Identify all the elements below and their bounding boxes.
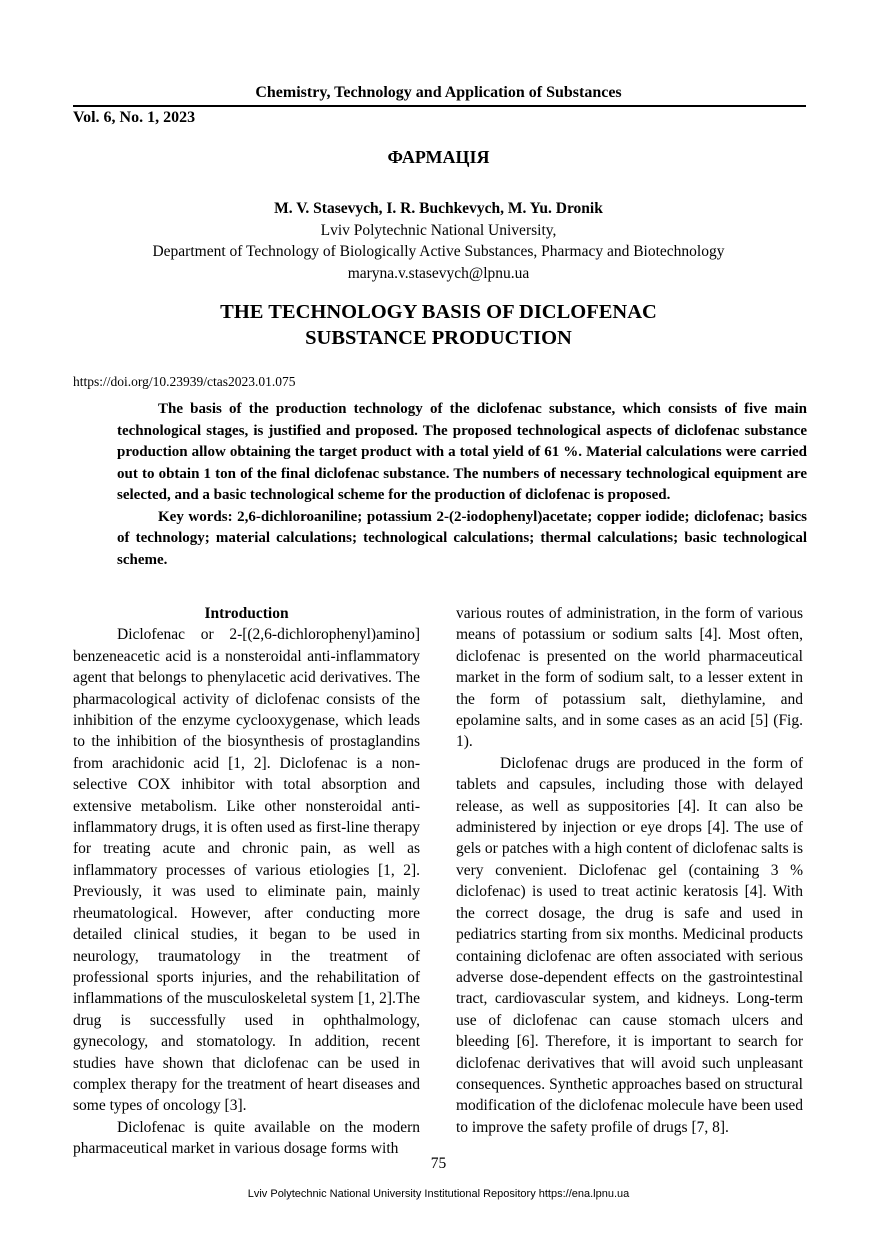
section-heading: ФАРМАЦІЯ (387, 147, 490, 167)
left-column (73, 603, 420, 1160)
right-column (456, 603, 803, 1138)
abstract-text: The basis of the production technology of the diclofenac substance, which consists of five main technological stages, is justified and proposed. The proposed technological aspects of diclofenac substance production allow obtaining the target product with a total yield of 61 %. Material calculations were carried out to obtain 1 ton of the final diclofenac substance. The numbers of necessary technological equipment are selected, and a basic technological scheme for the production of diclofenac is proposed. (117, 401, 807, 503)
page-number: 75 (430, 1155, 447, 1172)
paragraph: various routes of administration, in the form of various means of potassium or sodium salts [4]. Most often, diclofenac is presented on the world pharmaceutical market in the form of sodium salt, to a lesser extent in the form of potassium salt, diethylamine, and epolamine salts, and in some cases as an acid [5] (Fig. 1). (456, 605, 803, 751)
paper-title (0, 299, 877, 351)
header-rule (73, 105, 806, 107)
author-names: M. V. Stasevych, I. R. Buchkevych, M. Yu. Dronik (274, 200, 603, 217)
introduction-heading: Introduction (204, 605, 289, 622)
repository-footer: Lviv Polytechnic National University Institutional Repository https://ena.lpnu.ua (247, 1188, 630, 1200)
volume-label: Vol. 6, No. 1, 2023 (73, 109, 196, 126)
affiliation-university: Lviv Polytechnic National University, (320, 221, 557, 239)
doi-link[interactable]: https://doi.org/10.23939/ctas2023.01.075 (73, 374, 296, 389)
paper-title-line-1: THE TECHNOLOGY BASIS OF DICLOFENAC (220, 301, 657, 323)
paragraph: Diclofenac or 2-[(2,6-dichlorophenyl)amino] benzeneacetic acid is a nonsteroidal anti-inflammatory agent that belongs to phenylacetic acid derivatives. The pharmacological activity of diclofenac consists of the inhibition of the enzyme cyclooxygenase, which leads to the inhibition of the biosynthesis of prostaglandins from arachidonic acid [1, 2]. Diclofenac is a non-selective COX inhibitor with total absorption and extensive metabolism. Like other nonsteroidal anti-inflammatory drugs, it is often used as first-line therapy for treating acute and chronic pain, as well as inflammatory processes of various etiologies [1, 2]. Previously, it was used to eliminate pain, mainly rheumatological. However, after conducting more detailed clinical studies, it began to be used in neurology, traumatology in the treatment of professional sports injuries, and the rehabilitation of inflammations of the musculoskeletal system [1, 2].The drug is successfully used in ophthalmology, gynecology, and stomatology. In addition, recent studies have shown that diclofenac can be used in complex therapy for the treatment of heart diseases and some types of oncology [3]. (73, 626, 420, 1115)
paragraph: Diclofenac drugs are produced in the form of tablets and capsules, including those with delayed release, as well as suppositories [4]. It can also be administered by injection or eye drops [4]. The use of gels or patches with a high content of diclofenac salts is very convenient. Diclofenac gel (containing 3 % diclofenac) is used to treat actinic keratosis [4]. With the correct dosage, the drug is safe and used in pediatrics starting from six months. Medicinal products containing diclofenac are often associated with serious adverse dose-dependent effects on the gastrointestinal tract, cardiovascular system, and kidneys. Long-term use of diclofenac can cause stomach ulcers and bleeding [6]. Therefore, it is important to search for diclofenac derivatives that will avoid such unpleasant consequences. Synthetic approaches based on structural modification of the diclofenac molecule have been used to improve the safety profile of drugs [7, 8]. (456, 754, 803, 1136)
paragraph: Diclofenac is quite available on the modern pharmaceutical market in various dosage forms with (73, 1118, 420, 1158)
author-block (0, 198, 877, 284)
affiliation-department: Department of Technology of Biologically Active Substances, Pharmacy and Biotechnology (152, 243, 725, 260)
paper-title-line-2: SUBSTANCE PRODUCTION (305, 327, 572, 349)
author-email[interactable]: maryna.v.stasevych@lpnu.ua (347, 264, 530, 282)
journal-title: Chemistry, Technology and Application of Substances (255, 84, 622, 101)
keywords: Key words: 2,6-dichloroaniline; potassium 2-(2-iodophenyl)acetate; copper iodide; diclofenac; basics of technology; material calculations; technological calculations; thermal calculations; basic technological scheme. (117, 508, 807, 568)
abstract (117, 399, 807, 571)
